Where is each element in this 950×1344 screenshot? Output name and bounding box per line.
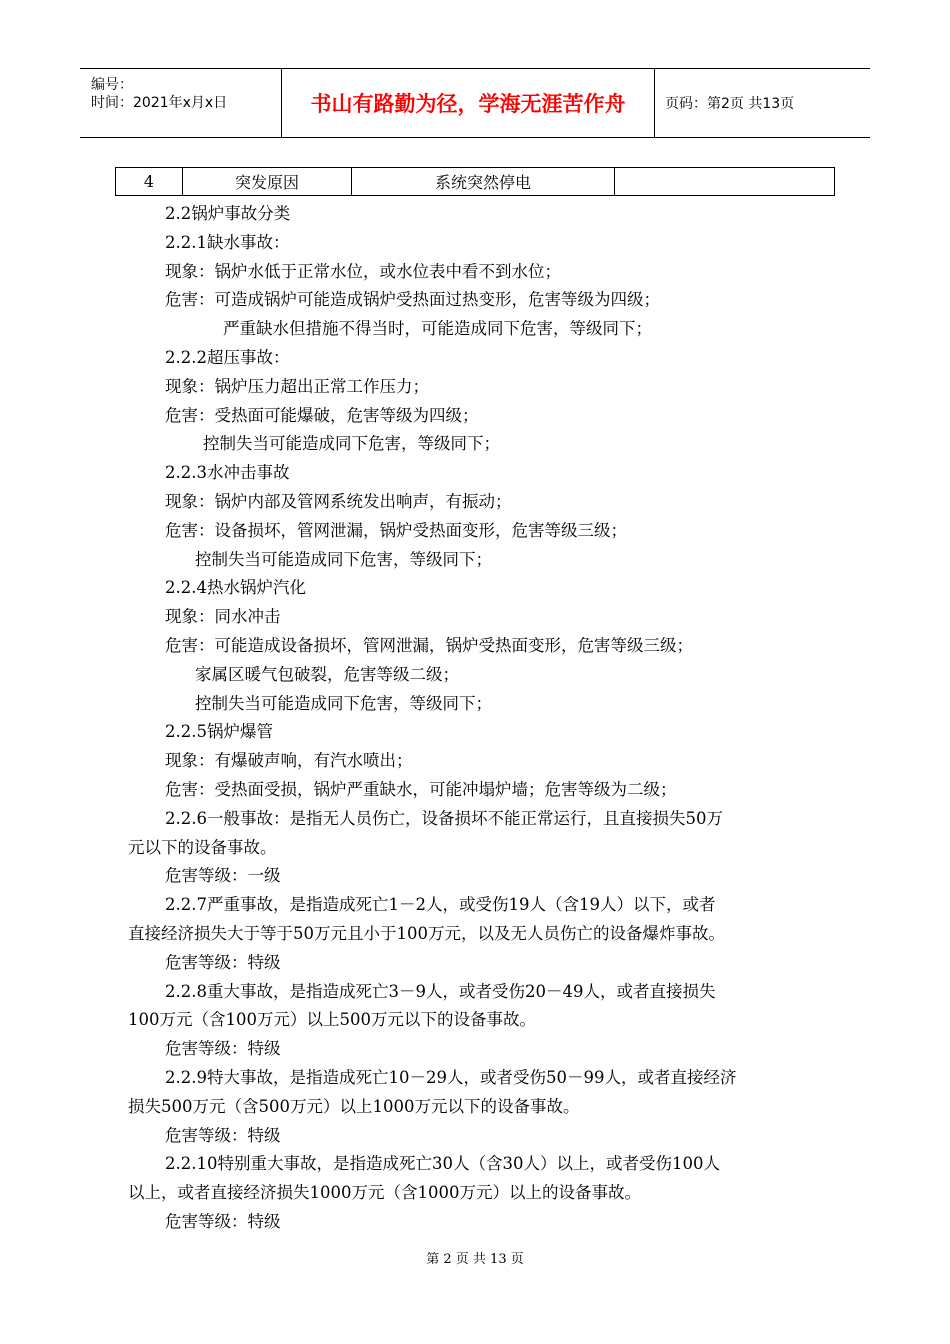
body-line: 危害：可能造成设备损坏，管网泄漏，锅炉受热面变形，危害等级三级；	[165, 635, 693, 655]
time-label: 时间：2021年x月x日	[91, 95, 228, 111]
body-line: 2.2.2超压事故：	[165, 347, 290, 367]
body-line: 危害：可造成锅炉可能造成锅炉受热面过热变形，危害等级为四级；	[165, 290, 660, 310]
table-cell: 系统突然停电	[352, 168, 615, 196]
body-line: 2.2.7严重事故，是指造成死亡1－2人，或受伤19人（含19人）以下，或者	[165, 895, 716, 915]
document-body	[128, 200, 828, 1237]
body-line: 危害等级：特级	[165, 1039, 281, 1059]
body-line: 危害：受热面受损，锅炉严重缺水，可能冲塌炉墙；危害等级为二级；	[165, 779, 677, 799]
body-line: 控制失当可能造成同下危害，等级同下；	[203, 434, 500, 454]
body-line: 2.2锅炉事故分类	[165, 204, 291, 223]
body-line: 损失500万元（含500万元）以上1000万元以下的设备事故。	[128, 1096, 580, 1116]
page-header	[80, 68, 870, 138]
body-line: 危害等级：特级	[165, 952, 281, 972]
body-line: 控制失当可能造成同下危害，等级同下；	[195, 693, 492, 713]
body-line: 2.2.8重大事故，是指造成死亡3－9人，或者受伤20－49人，或者直接损失	[165, 981, 716, 1001]
body-line: 2.2.6一般事故：是指无人员伤亡，设备损坏不能正常运行，且直接损失50万	[165, 808, 723, 828]
body-line: 元以下的设备事故。	[128, 837, 277, 857]
header-page-label: 页码：第2页 共13页	[665, 96, 795, 112]
body-line: 2.2.10特别重大事故，是指造成死亡30人（含30人）以上，或者受伤100人	[165, 1154, 720, 1174]
body-line: 现象：锅炉压力超出正常工作压力；	[165, 376, 429, 396]
body-line: 控制失当可能造成同下危害，等级同下；	[195, 549, 492, 569]
body-line: 现象：有爆破声响，有汽水喷出；	[165, 751, 413, 771]
body-line: 2.2.3水冲击事故	[165, 463, 290, 483]
accident-table	[115, 167, 835, 196]
table-cell: 4	[116, 168, 183, 196]
body-line: 以上，或者直接经济损失1000万元（含1000万元）以上的设备事故。	[128, 1183, 641, 1203]
header-meta	[80, 69, 282, 137]
body-line: 2.2.1缺水事故：	[165, 232, 290, 252]
body-line: 现象：锅炉水低于正常水位，或水位表中看不到水位；	[165, 261, 561, 281]
table-row	[116, 168, 835, 196]
body-line: 严重缺水但措施不得当时，可能造成同下危害，等级同下；	[223, 319, 652, 339]
body-line: 危害：设备损坏，管网泄漏，锅炉受热面变形，危害等级三级；	[165, 520, 627, 540]
header-motto: 书山有路勤为径，学海无涯苦作舟	[282, 69, 655, 137]
table-cell	[615, 168, 835, 196]
body-line: 现象：同水冲击	[165, 607, 281, 627]
page-footer: 第 2 页 共 13 页	[426, 1252, 524, 1267]
body-line: 2.2.9特大事故，是指造成死亡10－29人，或者受伤50－99人，或者直接经济	[165, 1067, 737, 1087]
body-line: 危害等级：一级	[165, 866, 281, 886]
body-line: 2.2.5锅炉爆管	[165, 722, 273, 742]
body-line: 危害等级：特级	[165, 1125, 281, 1145]
body-line: 危害等级：特级	[165, 1211, 281, 1231]
code-label: 编号：	[91, 77, 133, 93]
body-line: 现象：锅炉内部及管网系统发出响声，有振动；	[165, 491, 512, 511]
body-line: 直接经济损失大于等于50万元且小于100万元，以及无人员伤亡的设备爆炸事故。	[128, 923, 725, 943]
body-line: 2.2.4热水锅炉汽化	[165, 578, 306, 598]
body-line: 家属区暖气包破裂，危害等级二级；	[195, 664, 459, 684]
body-line: 危害：受热面可能爆破，危害等级为四级；	[165, 405, 479, 425]
body-line: 100万元（含100万元）以上500万元以下的设备事故。	[128, 1010, 536, 1030]
table-cell: 突发原因	[183, 168, 352, 196]
